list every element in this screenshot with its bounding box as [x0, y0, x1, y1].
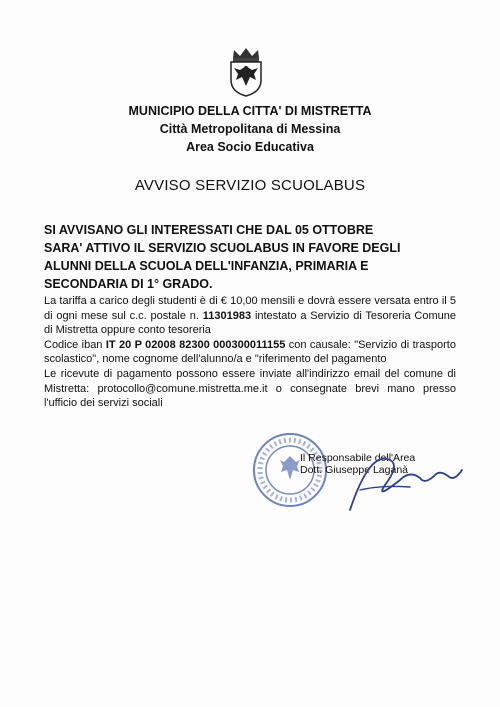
postal-account-number: 11301983 — [202, 309, 252, 322]
handwritten-signature-icon — [330, 440, 470, 520]
receipts-paragraph: Le ricevute di pagamento possono essere inviate all'indirizzo email del comune di Mistretta: protocollo@comune.mistretta.me.it o consegnate brevi mano presso l'ufficio dei servizi sociali — [44, 367, 456, 410]
announcement — [44, 221, 456, 293]
iban-code: IT 20 P 02008 82300 000300011155 — [105, 338, 286, 351]
announcement-line: ALUNNI DELLA SCUOLA DELL'INFANZIA, PRIMARIA E — [44, 259, 369, 273]
notice-title: AVVISO SERVIZIO SCUOLABUS — [134, 177, 366, 194]
fee-text-continued: intestato a Servizio di Tesoreria Comune di Mistretta oppure conto tesoreria — [44, 309, 457, 337]
header-department: Area Socio Educativa — [186, 140, 314, 154]
signatory-name: Dott. Giuseppe Laganà — [300, 464, 408, 476]
announcement-line: SARA' ATTIVO IL SERVIZIO SCUOLABUS IN FAVORE DEGLI — [44, 241, 401, 255]
iban-causale: con causale: "Servizio di trasporto scolastico", nome cognome dell'alunno/a e "riferimento del pagamento — [44, 338, 456, 366]
fee-text: La tariffa a carico degli studenti è di € 10,00 mensili e dovrà essere versata entro il 5 di ogni mese sul c.c. postale n. — [44, 295, 456, 322]
iban-paragraph — [44, 338, 456, 367]
header-metropolitan-city: Città Metropolitana di Messina — [159, 122, 341, 136]
iban-label: Codice iban — [44, 338, 106, 351]
signatory-role: Il Responsabile dell'Area — [300, 452, 416, 464]
announcement-line: SECONDARIA DI 1° GRADO. — [44, 277, 213, 291]
body-text — [44, 294, 456, 411]
municipal-crest-icon — [226, 46, 266, 98]
fee-paragraph — [44, 294, 456, 338]
municipality-header — [60, 102, 440, 156]
header-municipality: MUNICIPIO DELLA CITTA' DI MISTRETTA — [128, 104, 372, 118]
announcement-line: SI AVVISANO GLI INTERESSATI CHE DAL 05 OTTOBRE — [44, 223, 374, 237]
